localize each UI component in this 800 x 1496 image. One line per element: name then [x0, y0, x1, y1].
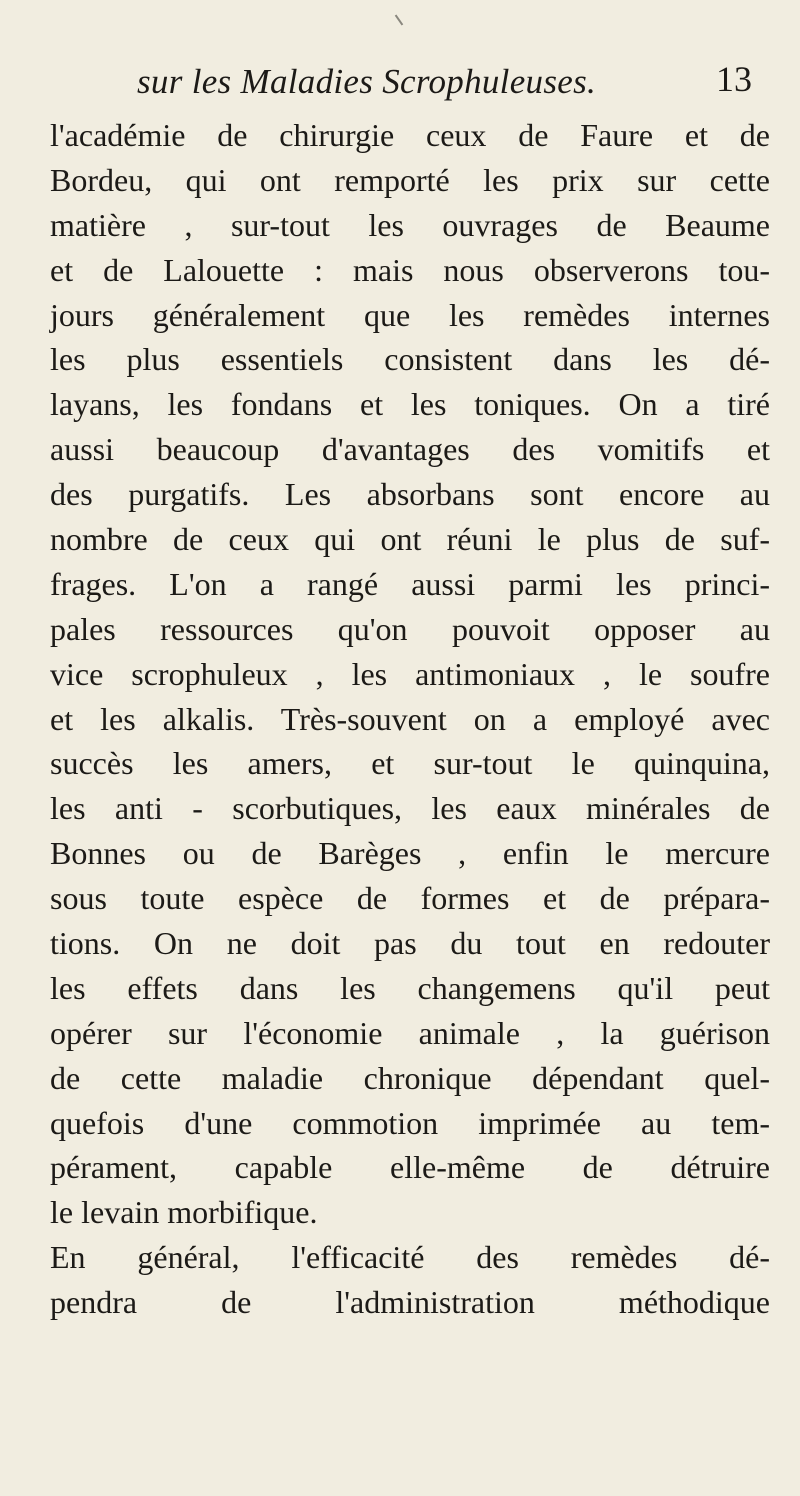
- paragraph-start-line: En général, l'efficacité des remèdes dé-: [50, 1239, 770, 1276]
- text-line: et de Lalouette : mais nous observerons tou-: [50, 251, 770, 288]
- text-line: les effets dans les changemens qu'il peut: [50, 969, 770, 1006]
- text-line: tions. On ne doit pas du tout en redouter: [50, 925, 770, 962]
- text-line: Bordeu, qui ont remporté les prix sur cette: [50, 161, 770, 198]
- text-line: jours généralement que les remèdes internes: [50, 296, 770, 333]
- text-line: layans, les fondans et les toniques. On a tiré: [50, 386, 770, 423]
- body-text: [50, 113, 770, 1325]
- text-line: les plus essentiels consistent dans les dé-: [50, 341, 770, 378]
- text-line: l'académie de chirurgie ceux de Faure et de: [50, 117, 770, 153]
- text-line: aussi beaucoup d'avantages des vomitifs et: [50, 431, 770, 468]
- text-line: pendra de l'administration méthodique: [50, 1284, 770, 1321]
- text-line: nombre de ceux qui ont réuni le plus de suf-: [50, 521, 770, 558]
- text-line: succès les amers, et sur-tout le quinquina,: [50, 745, 770, 782]
- text-line: quefois d'une commotion imprimée au tem-: [50, 1104, 770, 1141]
- text-line: Bonnes ou de Barèges , enfin le mercure: [50, 835, 770, 872]
- text-line: des purgatifs. Les absorbans sont encore au: [50, 476, 770, 513]
- text-line: pérament, capable elle-même de détruire: [50, 1149, 770, 1186]
- print-mark: [395, 15, 404, 26]
- text-line: matière , sur-tout les ouvrages de Beaume: [50, 206, 770, 243]
- text-line: pales ressources qu'on pouvoit opposer au: [50, 610, 770, 647]
- text-line: le levain morbifique.: [50, 1194, 318, 1231]
- text-line: opérer sur l'économie animale , la guérison: [50, 1014, 770, 1051]
- running-head: sur les Maladies Scrophuleuses.: [137, 62, 597, 101]
- text-line: frages. L'on a rangé aussi parmi les princi-: [50, 565, 770, 602]
- text-line: de cette maladie chronique dépendant quel-: [50, 1059, 770, 1096]
- text-line: les anti - scorbutiques, les eaux minérales de: [50, 790, 770, 827]
- page-number: 13: [716, 59, 752, 99]
- text-line: et les alkalis. Très-souvent on a employé avec: [50, 700, 770, 737]
- text-line: vice scrophuleux , les antimoniaux , le soufre: [50, 655, 770, 692]
- text-line: sous toute espèce de formes et de prépara-: [50, 880, 770, 917]
